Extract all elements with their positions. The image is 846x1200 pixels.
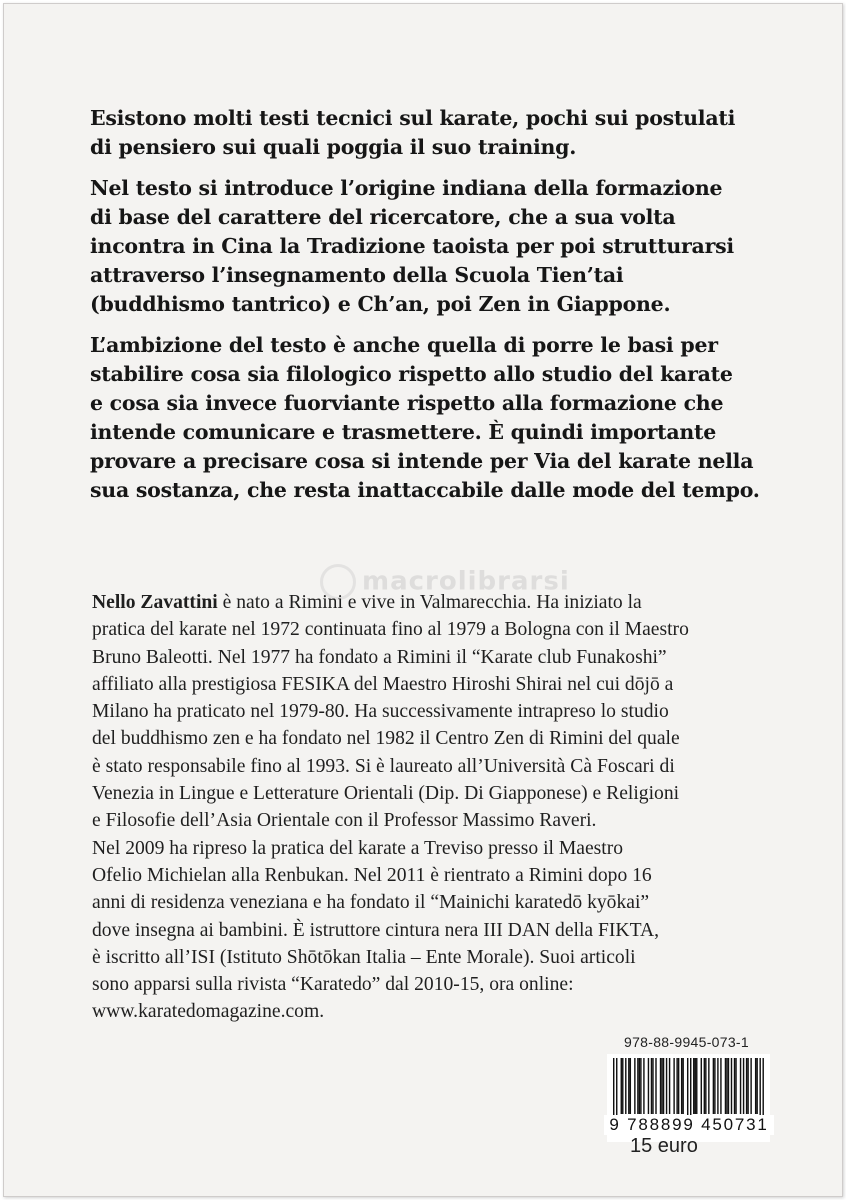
bio-line: è nato a Rimini e vive in Valmarecchia. Ha iniziato la [217, 592, 642, 613]
bio-line: dove insegna ai bambini. È istruttore cintura nera III DAN della FIKTA, [92, 919, 660, 941]
barcode-bar [640, 1058, 641, 1114]
barcode-bar [726, 1058, 727, 1114]
bio-line: e Filosofie dell’Asia Orientale con il Professor Massimo Raveri. [92, 810, 597, 832]
bio-line: è iscritto all’ISI (Istituto Shōtōkan Italia – Ente Morale). Suoi articoli [92, 946, 636, 968]
barcode-bar [720, 1058, 721, 1114]
barcode-bar [652, 1058, 653, 1114]
barcode-digits: 9 788899 450731 [604, 1115, 774, 1135]
blurb-line: intende comunicare e trasmettere. È quindi importante [90, 420, 717, 444]
blurb-line: di base del carattere del ricercatore, che a sua volta [90, 205, 676, 229]
barcode-bar [717, 1058, 718, 1114]
bio-line: del buddhismo zen e ha fondato nel 1982 il Centro Zen di Rimini del quale [92, 728, 680, 750]
barcode-bar [734, 1058, 735, 1114]
barcode-bar [762, 1058, 763, 1118]
barcode-bar [690, 1058, 691, 1118]
bio-paragraph [92, 589, 802, 1026]
barcode-bar [759, 1058, 760, 1118]
blurb-line: Nel testo si introduce l’origine indiana della formazione [90, 176, 723, 200]
barcode-bar [701, 1058, 702, 1114]
barcode-bar [634, 1058, 635, 1114]
barcode-bar [651, 1058, 652, 1114]
bio-line: Milano ha praticato nel 1979-80. Ha successivamente intrapreso lo studio [92, 701, 669, 723]
barcode-bar [682, 1058, 683, 1114]
barcode-bar [731, 1058, 732, 1114]
barcode-bar [705, 1058, 706, 1114]
back-cover [3, 3, 843, 1197]
barcode-bar [625, 1058, 626, 1114]
barcode-bar [613, 1058, 614, 1118]
barcode-bar [616, 1058, 617, 1118]
barcode-bar [655, 1058, 656, 1114]
blurb-paragraph-1 [90, 104, 810, 162]
barcode-bar [693, 1058, 694, 1114]
blurb-line: incontra in Cina la Tradizione taoista per poi strutturarsi [90, 234, 734, 258]
bio-line: Ofelio Michielan alla Renbukan. Nel 2011 è rientrato a Rimini dopo 16 [92, 864, 652, 886]
blurb-line: provare a precisare cosa si intende per Via del karate nella [90, 449, 754, 473]
barcode-bar [621, 1058, 622, 1114]
bio-line: pratica del karate nel 1972 continuata fino al 1979 a Bologna con il Maestro [92, 619, 689, 641]
barcode-bar [750, 1058, 751, 1114]
blurb-line: stabilire cosa sia filologico rispetto allo studio del karate [90, 362, 733, 386]
barcode-bar [746, 1058, 747, 1114]
bio-line: Bruno Baleotti. Nel 1977 ha fondato a Rimini il “Karate club Funakoshi” [92, 646, 667, 668]
blurb [90, 104, 810, 517]
barcode-bar [725, 1058, 726, 1114]
barcode-bar [663, 1058, 664, 1114]
bio-line: sono apparsi sulla rivista “Karatedo” dal 2010-15, ora online: [92, 974, 574, 996]
barcode-bar [673, 1058, 674, 1114]
blurb-line: sua sostanza, che resta inattaccabile dalle mode del tempo. [90, 478, 760, 502]
barcode-bar [648, 1058, 649, 1114]
barcode-bar [713, 1058, 714, 1114]
barcode-bar [755, 1058, 756, 1114]
barcode-bar [708, 1058, 709, 1114]
barcode-bar [695, 1058, 696, 1114]
barcode-bar [628, 1058, 629, 1114]
barcode-bar [747, 1058, 748, 1114]
barcode-bar [687, 1058, 688, 1118]
blurb-line: (buddhismo tantrico) e Ch’an, poi Zen in Giappone. [90, 292, 671, 316]
barcode-bar [681, 1058, 682, 1114]
blurb-paragraph-3 [90, 331, 810, 505]
bio-line: Venezia in Lingue e Letterature Orientali (Dip. Di Giapponese) e Religioni [92, 783, 680, 805]
blurb-paragraph-2 [90, 174, 810, 319]
author-name: Nello Zavattini [92, 592, 218, 613]
barcode-bar [704, 1058, 705, 1114]
barcode-bar [696, 1058, 697, 1114]
barcode-bar [622, 1058, 623, 1114]
blurb-line: Esistono molti testi tecnici sul karate, pochi sui postulati [90, 106, 736, 130]
barcode-bar [669, 1058, 670, 1114]
bio-line: www.karatedomagazine.com. [92, 1001, 325, 1023]
price-label: 15 euro [630, 1135, 698, 1157]
barcode-bar [728, 1058, 729, 1114]
barcode-bars [613, 1058, 764, 1118]
barcode-bar [676, 1058, 677, 1114]
barcode-bar [666, 1058, 667, 1114]
barcode-bar [740, 1058, 741, 1114]
barcode-bar [735, 1058, 736, 1114]
bio-line: Nel 2009 ha ripreso la pratica del karate a Treviso presso il Maestro [92, 837, 624, 859]
blurb-line: di pensiero sui quali poggia il suo training. [90, 135, 577, 159]
isbn-label: 978-88-9945-073-1 [624, 1034, 749, 1050]
barcode-bar [714, 1058, 715, 1114]
bio-line: è stato responsabile fino al 1993. Si è laureato all’Università Cà Foscari di [92, 755, 675, 777]
barcode-bar [643, 1058, 644, 1114]
blurb-line: attraverso l’insegnamento della Scuola Tien’tai [90, 263, 624, 287]
bio-line: affiliato alla prestigiosa FESIKA del Maestro Hiroshi Shirai nel cui dōjō a [92, 673, 674, 695]
blurb-line: L’ambizione del testo è anche quella di porre le basi per [90, 333, 718, 357]
barcode-bar [630, 1058, 631, 1114]
bio-line: anni di residenza veneziana e ha fondato il “Mainichi karatedō kyōkai” [92, 892, 650, 914]
barcode-bar [743, 1058, 744, 1114]
barcode-bar [639, 1058, 640, 1114]
barcode-bar [660, 1058, 661, 1114]
barcode-bar [678, 1058, 679, 1114]
blurb-line: e cosa sia invece fuorviante rispetto alla formazione che [90, 391, 724, 415]
watermark-text: macrolibrarsi [362, 566, 570, 597]
author-bio [92, 589, 802, 1026]
barcode-bar [756, 1058, 757, 1114]
barcode-bar [661, 1058, 662, 1114]
barcode-bar [637, 1058, 638, 1114]
